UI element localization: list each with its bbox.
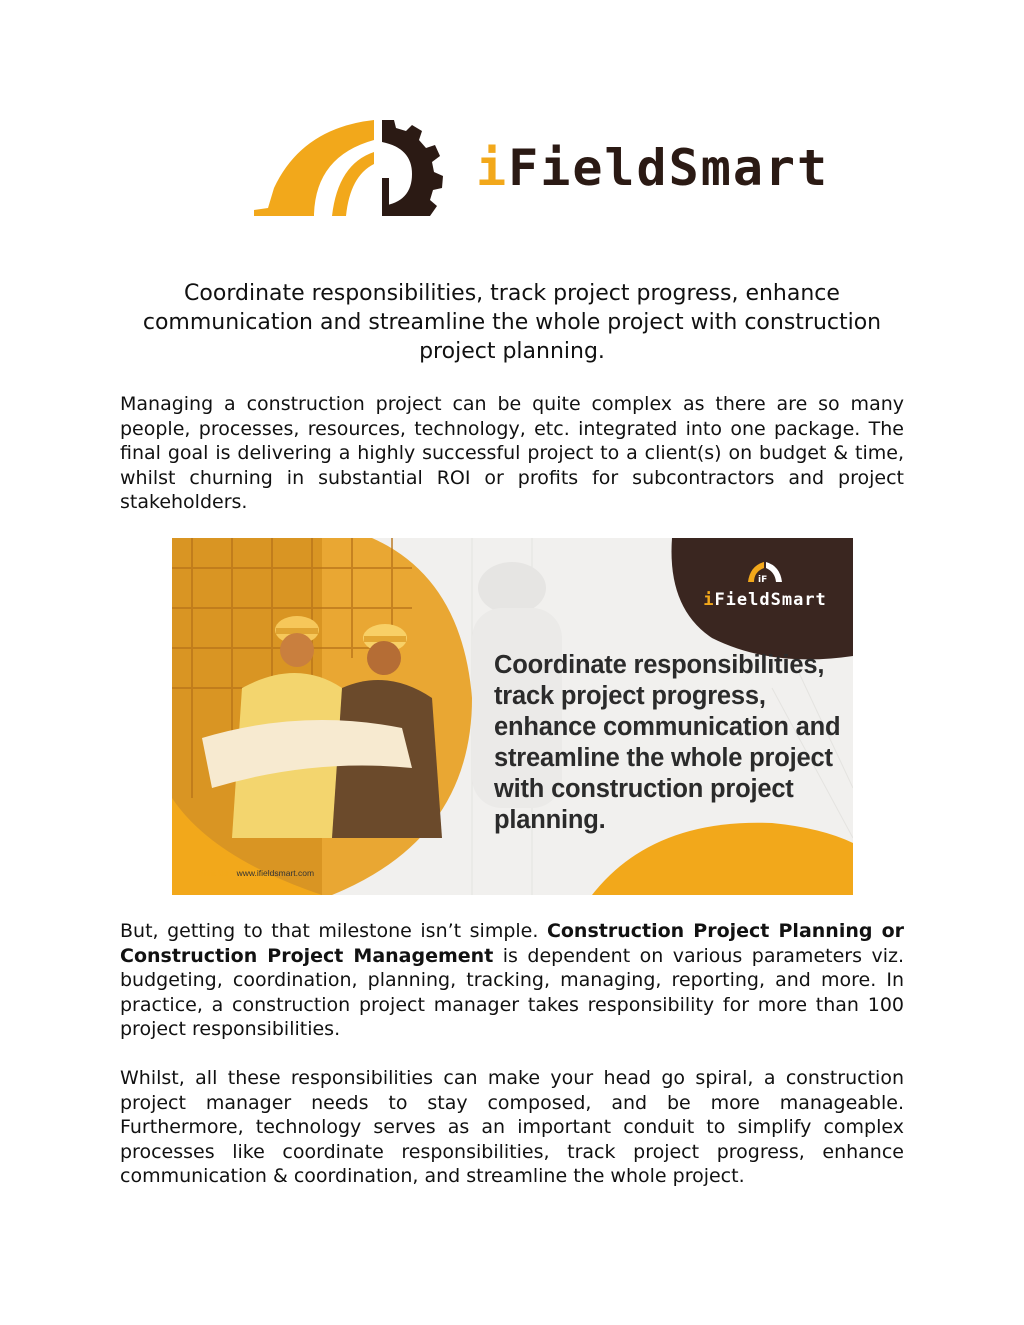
banner-logo-accent: i: [703, 590, 715, 610]
banner-logo: [695, 590, 835, 610]
logo-mark-letters: iF: [352, 191, 379, 220]
banner-visit-url: www.ifieldsmart.com: [236, 868, 315, 878]
hardhat-gear-logo-icon: [254, 118, 468, 220]
para2-rest: is dependent on various parameters viz. budgeting, coordination, planning, tracking, managing, reporting, and more. In practice, a construction project manager takes responsibility for more than 100 project responsibilities.: [120, 944, 904, 1040]
logo-word-accent: i: [476, 139, 509, 197]
banner-logo-wordmark: [695, 590, 835, 610]
logo-word-main: FieldSmart: [508, 139, 830, 197]
promo-banner-image: [172, 538, 853, 895]
para2-lead: But, getting to that milestone isn’t simple.: [120, 920, 547, 942]
intro-paragraph: Managing a construction project can be quite complex as there are so many people, processes, resources, technology, etc. integrated into one package. The final goal is delivering a highly successful project to a client(s) on budget & time, whilst churning in substantial ROI or profits for subcontractors and project stakeholders.: [120, 393, 904, 513]
banner-visit-line: [198, 868, 314, 878]
banner-headline: Coordinate responsibilities, track project progress, enhance communication and streamline the whole project with construction project planning.: [494, 651, 841, 834]
company-logo: [254, 118, 830, 220]
banner-logo-letters: iF: [758, 575, 768, 585]
page-headline: Coordinate responsibilities, track project progress, enhance communication and streamline the whole project with construction project planning.: [142, 281, 882, 364]
logo-wordmark: [476, 138, 829, 198]
banner-logo-main: FieldSmart: [714, 590, 827, 610]
body-paragraph-2: [120, 919, 904, 1042]
banner-visit-label: Visit Us :: [198, 868, 235, 878]
para2-bold-keyword: Construction Project Planning or Construction Project Management: [120, 920, 904, 967]
body-paragraph-3: Whilst, all these responsibilities can make your head go spiral, a construction project manager needs to stay composed, and be more manageable. Furthermore, technology serves as an important conduit to simplify complex processes like coordinate responsibilities, track project progress, enhance communication & coordination, and streamline the whole project.: [120, 1067, 904, 1187]
